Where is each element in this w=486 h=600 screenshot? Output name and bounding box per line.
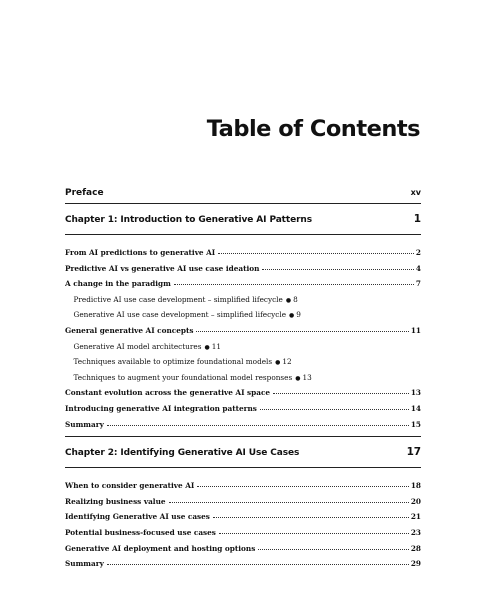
entry-page: 4 <box>415 263 421 273</box>
toc-subentry[interactable] <box>65 339 421 355</box>
entry-page: 13 <box>302 372 312 382</box>
entry-text: Generative AI deployment and hosting options <box>65 543 256 553</box>
entry-text: Realizing business value <box>65 496 166 506</box>
toc-entry[interactable] <box>65 417 421 433</box>
bullet-icon: ● <box>204 343 210 351</box>
dot-leader <box>169 502 409 503</box>
toc-entry[interactable] <box>65 525 421 541</box>
chapter-2-entries <box>65 468 421 576</box>
dot-leader <box>262 269 413 270</box>
entry-text: Constant evolution across the generative AI space <box>65 388 271 398</box>
entry-page: 14 <box>410 403 421 413</box>
entry-page: 20 <box>410 496 421 506</box>
entry-text: Predictive AI vs generative AI use case ideation <box>65 263 260 273</box>
entry-page: 21 <box>410 512 421 522</box>
bullet-icon: ● <box>275 359 281 367</box>
toc <box>65 183 421 576</box>
page-title: Table of Contents <box>206 116 420 142</box>
entry-page: 11 <box>211 341 221 351</box>
dot-leader <box>197 486 409 487</box>
chapter-label: Chapter 2: Identifying Generative AI Use Cases <box>65 448 300 459</box>
toc-subentry[interactable] <box>65 307 421 323</box>
bullet-icon: ● <box>295 374 301 382</box>
entry-text: General generative AI concepts <box>65 325 194 335</box>
dot-leader <box>273 393 409 394</box>
entry-page: 29 <box>410 559 421 569</box>
entry-page: 13 <box>410 388 421 398</box>
toc-subentry[interactable] <box>65 354 421 370</box>
toc-entry[interactable] <box>65 385 421 401</box>
toc-entry[interactable] <box>65 323 421 339</box>
toc-entry[interactable] <box>65 276 421 292</box>
entry-text: Techniques to augment your foundational model responses <box>73 372 293 382</box>
chapter-1-entries <box>65 235 421 436</box>
entry-text: Summary <box>65 419 104 429</box>
dot-leader <box>260 409 409 410</box>
toc-entry[interactable] <box>65 245 421 261</box>
toc-subentry[interactable] <box>65 370 421 386</box>
entry-text: Introducing generative AI integration patterns <box>65 403 257 413</box>
entry-page: 2 <box>415 248 421 257</box>
toc-subentry[interactable] <box>65 292 421 308</box>
dot-leader <box>219 533 409 534</box>
bullet-icon: ● <box>285 296 292 304</box>
entry-page: 8 <box>293 294 298 304</box>
entry-text: Generative AI model architectures <box>73 341 202 351</box>
toc-entry[interactable] <box>65 541 421 557</box>
dot-leader <box>258 549 409 550</box>
entry-page: 28 <box>410 543 421 553</box>
preface-page: xv <box>410 188 421 197</box>
entry-text: Generative AI use case development – simplified lifecycle <box>73 310 287 320</box>
preface-entry[interactable] <box>65 183 421 203</box>
entry-text: Predictive AI use case development – simplified lifecycle <box>73 294 283 304</box>
chapter-page: 1 <box>413 213 421 225</box>
entry-page: 18 <box>410 481 421 491</box>
dot-leader <box>196 331 408 332</box>
toc-entry[interactable] <box>65 494 421 510</box>
chapter-1-heading[interactable] <box>65 204 421 234</box>
entry-text: Techniques available to optimize foundational models <box>73 357 273 367</box>
preface-label: Preface <box>65 188 104 198</box>
chapter-page: 17 <box>406 446 421 459</box>
toc-entry[interactable] <box>65 261 421 277</box>
toc-entry[interactable] <box>65 401 421 417</box>
entry-text: Summary <box>65 559 104 569</box>
chapter-label: Chapter 1: Introduction to Generative AI Patterns <box>65 215 312 225</box>
entry-text: When to consider generative AI <box>65 481 195 491</box>
entry-text: From AI predictions to generative AI <box>65 248 216 257</box>
entry-page: 12 <box>282 357 292 367</box>
chapter-2-heading[interactable] <box>65 437 421 467</box>
entry-page: 15 <box>410 419 421 429</box>
entry-text: Identifying Generative AI use cases <box>65 512 210 522</box>
entry-text: Potential business-focused use cases <box>65 527 216 537</box>
entry-page: 7 <box>415 279 421 289</box>
toc-entry[interactable] <box>65 509 421 525</box>
entry-page: 23 <box>410 527 421 537</box>
entry-page: 9 <box>296 310 301 320</box>
bullet-icon: ● <box>289 312 295 320</box>
dot-leader <box>174 284 414 285</box>
entry-text: A change in the paradigm <box>65 279 171 289</box>
toc-entry[interactable] <box>65 556 421 572</box>
dot-leader <box>213 517 409 518</box>
entry-page: 11 <box>410 325 421 335</box>
dot-leader <box>107 425 409 426</box>
dot-leader <box>218 253 414 254</box>
dot-leader <box>107 564 409 565</box>
toc-entry[interactable] <box>65 478 421 494</box>
